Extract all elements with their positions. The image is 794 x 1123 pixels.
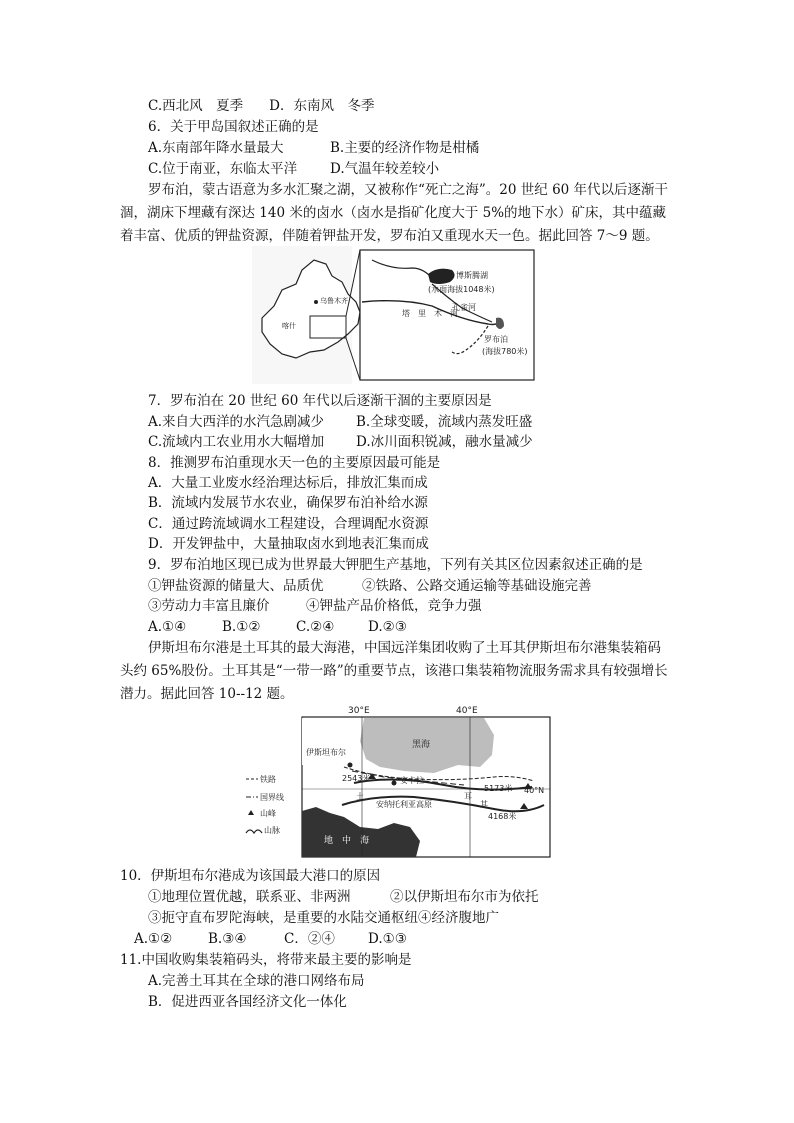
q11-option-b: B．促进西亚各国经济文化一体化 (148, 994, 347, 1010)
prev-question-options (148, 96, 374, 116)
q10-stem: 10．伊斯坦布尔港成为该国最大港口的原因 (120, 868, 381, 884)
istanbul-intro-line2: 头约 65%股份。土耳其是“一带一路”的重要节点，该港口集装箱物流服务需求具有较强增长 (120, 663, 668, 679)
ankara-marker (392, 781, 397, 786)
legend-peak-label: 山峰 (260, 809, 276, 818)
q8-stem: 8．推测罗布泊重现水天一色的主要原因最可能是 (148, 455, 441, 471)
urumqi-marker (314, 300, 318, 304)
q10-option-c: C．②④ (284, 931, 335, 947)
tarim-label: 塔 里 木 河 (402, 309, 458, 318)
q9-stem: 9．罗布泊地区现已成为世界最大钾肥生产基地，下列有关其区位因素叙述正确的是 (148, 557, 643, 573)
istanbul-marker (348, 763, 353, 768)
q6-stem: 6．关于甲岛国叙述正确的是 (148, 119, 319, 135)
option-d: D．东南风 冬季 (269, 98, 375, 114)
peak-2543-label: 2543米 (342, 774, 371, 783)
q10-option-d: D.①③ (368, 931, 407, 947)
qi-label: 其 (480, 800, 488, 809)
lopnur-intro-line3: 着丰富、优质的钾盐资源，伴随着钾盐开发，罗布泊又重现水天一色。据此回答 7～9 题。 (120, 228, 659, 244)
q10-statement-2: ②以伊斯坦布尔市为依托 (390, 889, 539, 905)
turkey-map (244, 701, 556, 861)
q10-option-a: A.①② (134, 931, 173, 947)
q9-option-b: B.①② (222, 619, 261, 635)
q6-option-a: A.东南部年降水量最大 (148, 140, 284, 156)
legend-mountain-symbol (246, 830, 262, 833)
kongque-label: 孔雀河 (452, 303, 476, 312)
q10-option-b: B.③④ (208, 931, 247, 947)
lopnur-map (252, 246, 538, 384)
bosten-label: 博斯腾湖 (456, 271, 488, 280)
lopnur-label: 罗布泊 (484, 335, 508, 344)
q10-statement-1: ①地理位置优越，联系亚、非两洲 (148, 889, 351, 905)
q11-option-a: A.完善土耳其在全球的港口网络布局 (148, 973, 365, 989)
er-label: 耳 (464, 792, 472, 801)
q7-option-b: B.全球变暖，流域内蒸发旺盛 (356, 414, 533, 430)
q9-option-a: A.①④ (148, 619, 187, 635)
q11-stem: 11.中国收购集装箱码头，将带来最主要的影响是 (120, 952, 412, 968)
legend-peak-symbol (248, 810, 254, 815)
q10-statement-3-4: ③扼守直布罗陀海峡，是重要的水陆交通枢纽④经济腹地广 (148, 910, 499, 926)
istanbul-intro-line1: 伊斯坦布尔港是土耳其的最大海港，中国远洋集团收购了土耳其伊斯坦布尔港集装箱码 (148, 640, 661, 656)
q7-option-a: A.来自大西洋的水汽急剧减少 (148, 414, 325, 430)
bosten-altitude: (水面海拔1048米) (428, 285, 495, 294)
lon-30-label: 30°E (348, 706, 370, 716)
legend-border-label: 国界线 (260, 793, 284, 802)
istanbul-label: 伊斯坦布尔 (306, 748, 346, 757)
lopnur-altitude: (海拔780米) (482, 347, 528, 356)
q6-option-d: D.气温年较差较小 (330, 161, 440, 177)
q9-statement-3: ③劳动力丰富且廉价 (148, 598, 270, 614)
q7-option-c: C.流域内工农业用水大幅增加 (148, 434, 325, 450)
q8-option-d: D．开发钾盐中，大量抽取卤水到地表汇集而成 (148, 536, 429, 552)
q9-option-d: D.②③ (368, 619, 407, 635)
lopnur-intro-line2: 涸，湖床下埋藏有深达 140 米的卤水（卤水是指矿化度大于 5%的地下水）矿床，其中蕴藏 (120, 205, 667, 221)
q8-option-a: A．大量工业废水经治理达标后，排放汇集而成 (148, 475, 428, 491)
kashgar-label: 喀什 (282, 322, 296, 330)
black-sea-label: 黑海 (412, 740, 431, 750)
q9-statement-4: ④钾盐产品价格低，竞争力强 (306, 598, 482, 614)
legend-mountain-label: 山脉 (264, 826, 280, 835)
q6-option-b: B.主要的经济作物是柑橘 (330, 140, 480, 156)
option-c: C.西北风 夏季 (148, 98, 244, 114)
istanbul-intro-line3: 潜力。据此回答 10--12 题。 (120, 686, 294, 702)
q8-option-c: C．通过跨流域调水工程建设，合理调配水资源 (148, 516, 429, 532)
q6-option-c: C.位于南亚，东临太平洋 (148, 161, 298, 177)
q9-option-c: C.②④ (296, 619, 335, 635)
map2-legend (246, 774, 284, 835)
plateau-label: 安纳托利亚高原 (376, 800, 432, 809)
peak-4168-label: 4168米 (488, 812, 517, 821)
lat-40-label: 40°N (524, 786, 545, 795)
q7-option-d: D.冰川面积锐减，融水量减少 (356, 434, 533, 450)
q9-statement-1: ①钾盐资源的储量大、品质优 (148, 578, 324, 594)
tu-label: 土 (356, 792, 364, 801)
mediterranean-label: 地 中 海 (324, 836, 370, 846)
peak-5173-label: 5173米 (484, 784, 513, 793)
q9-statement-2: ②铁路、公路交通运输等基础设施完善 (362, 578, 592, 594)
legend-rail-label: 铁路 (260, 775, 276, 784)
q8-option-b: B．流域内发展节水农业，确保罗布泊补给水源 (148, 495, 428, 511)
lon-40-label: 40°E (456, 706, 478, 716)
urumqi-label: 乌鲁木齐 (320, 297, 348, 305)
lopnur-intro-line1: 罗布泊，蒙古语意为多水汇聚之湖，又被称作“死亡之海”。20 世纪 60 年代以后逐渐干 (148, 182, 669, 198)
ankara-label: 安卡拉 (400, 776, 424, 785)
q7-stem: 7．罗布泊在 20 世纪 60 年代以后逐渐干涸的主要原因是 (148, 393, 492, 409)
